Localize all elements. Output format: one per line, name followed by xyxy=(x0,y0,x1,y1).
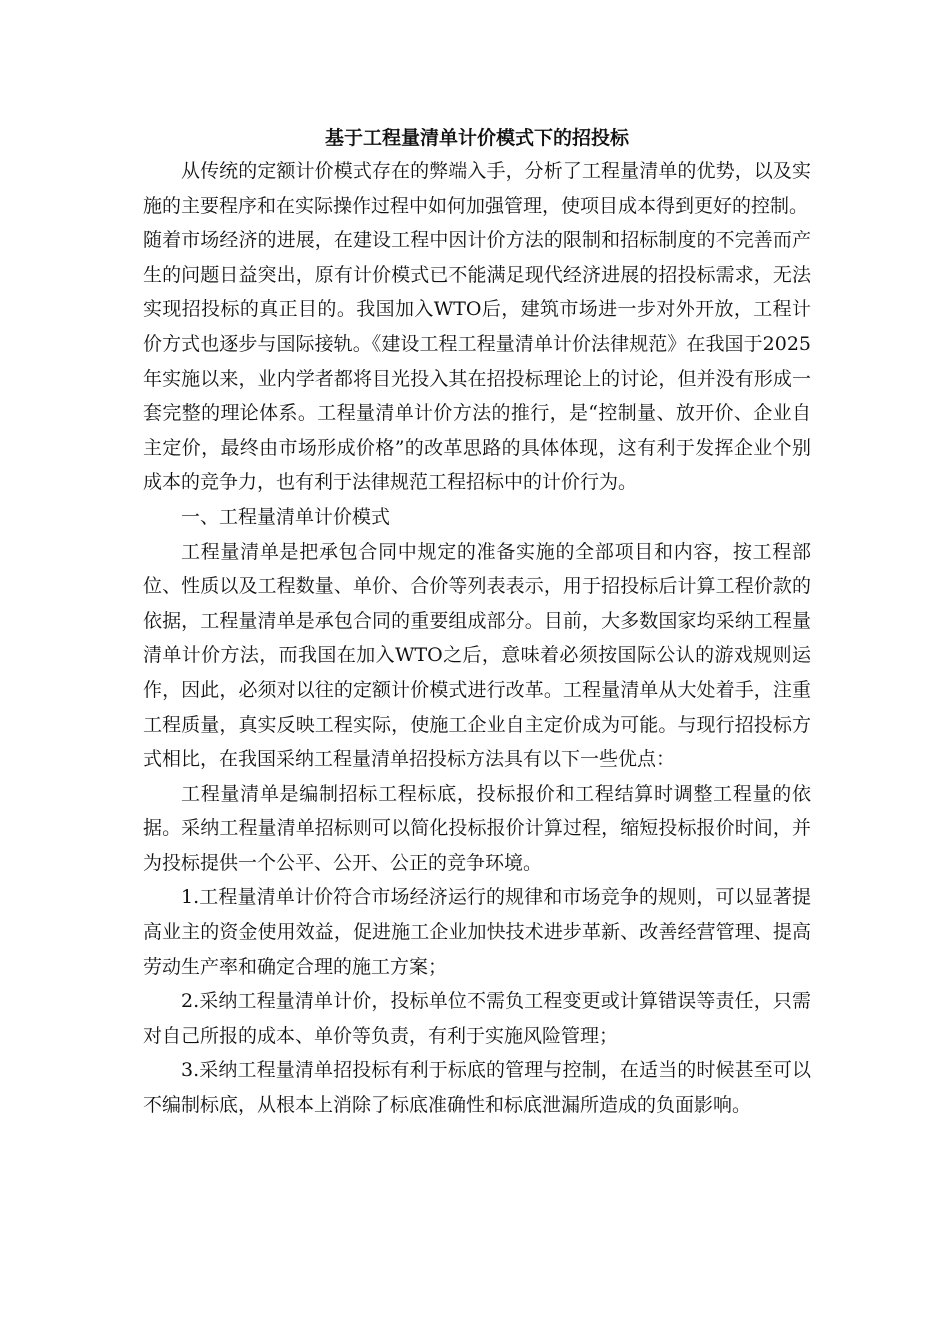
list-item-2: 2.采纳工程量清单计价，投标单位不需负工程变更或计算错误等责任，只需对自己所报的成本、单价等负责，有利于实施风险管理； xyxy=(143,990,811,1047)
paragraph-bill-of-quantities: 工程量清单是把承包合同中规定的准备实施的全部项目和内容，按工程部位、性质以及工程数量、单价、合价等列表表示，用于招投标后计算工程价款的依据，工程量清单是承包合同的重要组成部分。目前，大多数国家均采纳工程量清单计价方法，而我国在加入WTO之后，意味着必须按国际公认的游戏规则运作，因此，必须对以往的定额计价模式进行改革。工程量清单从大处着手，注重工程质量，真实反映工程实际，使施工企业自主定价成为可能。与现行招投标方式相比，在我国采纳工程量清单招投标方法具有以下一些优点： xyxy=(143,540,811,771)
document-body xyxy=(143,123,811,1123)
document-title: 基于工程量清单计价模式下的招投标 xyxy=(324,127,629,149)
paragraph-bill-basis: 工程量清单是编制招标工程标底，投标报价和工程结算时调整工程量的依据。采纳工程量清单招标则可以简化投标报价计算过程，缩短投标报价时间，并为投标提供一个公平、公开、公正的竞争环境。 xyxy=(143,782,811,874)
paragraph-introduction: 随着市场经济的进展，在建设工程中因计价方法的限制和招标制度的不完善而产生的问题日益突出，原有计价模式已不能满足现代经济进展的招投标需求，无法实现招投标的真正目的。我国加入WTO后，建筑市场进一步对外开放，工程计价方式也逐步与国际接轨。《建设工程工程量清单计价法律规范》在我国于2025年实施以来，业内学者都将目光投入其在招投标理论上的讨论，但并没有形成一套完整的理论体系。工程量清单计价方法的推行，是“控制量、放开价、企业自主定价，最终由市场形成价格”的改革思路的具体体现，这有利于发挥企业个别成本的竞争力，也有利于法律规范工程招标中的计价行为。 xyxy=(143,229,811,494)
list-item-3: 3.采纳工程量清单招投标有利于标底的管理与控制，在适当的时候甚至可以不编制标底，从根本上消除了标底准确性和标底泄漏所造成的负面影响。 xyxy=(143,1059,811,1117)
paragraph-abstract: 从传统的定额计价模式存在的弊端入手，分析了工程量清单的优势，以及实施的主要程序和在实际操作过程中如何加强管理，使项目成本得到更好的控制。 xyxy=(143,160,811,217)
section-heading-1: 一、工程量清单计价模式 xyxy=(181,505,391,528)
list-item-1: 1.工程量清单计价符合市场经济运行的规律和市场竞争的规则，可以显著提高业主的资金使用效益，促进施工企业加快技术进步革新、改善经营管理、提高劳动生产率和确定合理的施工方案； xyxy=(143,886,811,978)
